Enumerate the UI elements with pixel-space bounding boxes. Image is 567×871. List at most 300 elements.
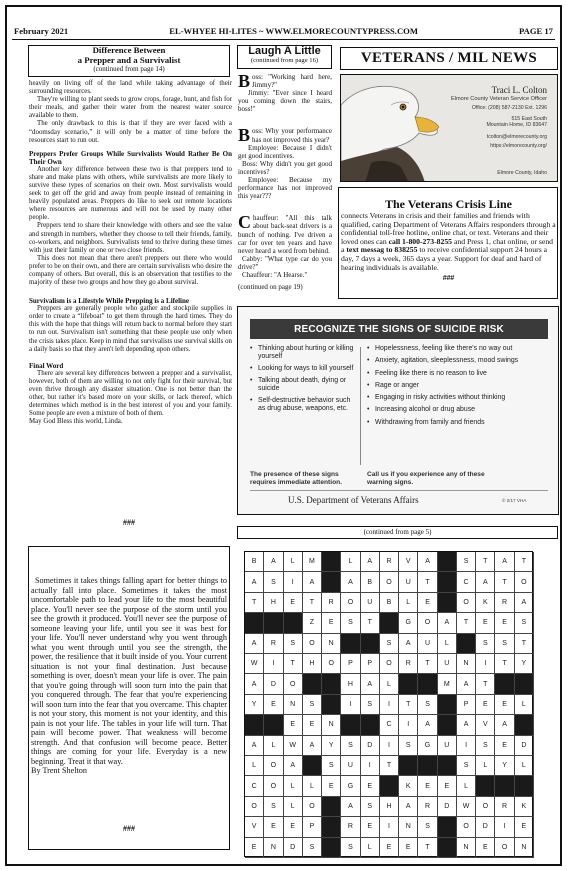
crossword-cell: E [380, 838, 399, 858]
veteran-officer-card [340, 74, 558, 182]
crossword-cell: I [341, 695, 360, 715]
page-number: PAGE 17 [519, 26, 553, 36]
risk-sign: • Rage or anger [367, 382, 553, 390]
quote-end-mark: ### [123, 824, 135, 833]
page-header [12, 26, 555, 40]
crossword-cell: C [245, 776, 264, 796]
crossword-cell: U [361, 593, 380, 613]
crossword-cell: T [515, 552, 534, 572]
crossword-cell: E [264, 695, 283, 715]
crossword-cell: Z [303, 613, 322, 633]
officer-role: Elmore County Veteran Service Officer [451, 96, 547, 102]
prepper-paragraph: There are several key differences between a prepper and a survivalist, however, both of them are willing to not only fight for their survival, but even thrive through any disaster situation. One is not better than the other, but rather it's based more on your skills, or lack thereof, which determines which method is in the best interest of you and your family. Some people are even a mixture of both of them. [29, 369, 232, 418]
laugh-continued: (continued from page 16) [250, 57, 319, 64]
crossword-black-cell [322, 695, 341, 715]
crossword-black-cell [399, 674, 418, 694]
crossword-cell: V [245, 817, 264, 837]
quote-author: By Trent Shelton [31, 766, 87, 775]
crossword-cell: K [515, 797, 534, 817]
risk-sign: • Increasing alcohol or drug abuse [367, 406, 553, 414]
crossword-black-cell [264, 715, 283, 735]
joke-line [238, 125, 332, 146]
crossword-black-cell [341, 715, 360, 735]
crossword-cell: L [341, 552, 360, 572]
crossword-black-cell [322, 797, 341, 817]
crossword-cell: O [341, 593, 360, 613]
crossword-cell: L [399, 593, 418, 613]
crossword-cell: A [245, 634, 264, 654]
prepper-title-line1: Difference Between [92, 45, 166, 55]
crossword-cell: L [476, 756, 495, 776]
crossword-cell: I [380, 817, 399, 837]
crossword-cell: R [264, 634, 283, 654]
crossword-cell: L [380, 674, 399, 694]
joke-line: Employee: Because I didn't get good incentives. [238, 143, 332, 160]
crossword-cell: O [264, 756, 283, 776]
crossword-cell: E [284, 817, 303, 837]
crossword-cell: N [264, 838, 283, 858]
crossword-cell: S [303, 838, 322, 858]
risk-sign: • Engaging in risky activities without thinking [367, 394, 553, 402]
officer-address-line2: Mountain Home, ID 83647 [486, 122, 547, 128]
crossword-black-cell [495, 776, 514, 796]
crisis-body [341, 212, 556, 272]
poster-code: © 2/17 VHA [502, 498, 527, 503]
risk-sign: • Talking about death, dying or suicide [250, 377, 354, 393]
crossword-cell: O [457, 817, 476, 837]
crossword-black-cell [438, 715, 457, 735]
crossword-black-cell [495, 674, 514, 694]
crossword-cell: N [515, 838, 534, 858]
crossword-cell: A [341, 797, 360, 817]
crossword-cell: E [361, 817, 380, 837]
crossword-cell: O [303, 634, 322, 654]
crossword-cell: E [399, 838, 418, 858]
crossword-cell: S [515, 613, 534, 633]
crossword-cell: L [303, 776, 322, 796]
crossword-black-cell [264, 613, 283, 633]
laugh-body [238, 73, 332, 291]
crossword-black-cell [438, 756, 457, 776]
crossword-cell: E [495, 613, 514, 633]
crossword-black-cell [515, 715, 534, 735]
suicide-risk-title: RECOGNIZE THE SIGNS OF SUICIDE RISK [250, 319, 548, 339]
crossword-cell: S [341, 838, 360, 858]
crossword-black-cell [361, 715, 380, 735]
prepper-heading: Survivalism is a Lifestyle While Prepping is a Lifeline [29, 297, 189, 306]
crossword-cell: N [322, 715, 341, 735]
card-footer: Elmore County, Idaho [497, 170, 547, 176]
crossword-cell: T [418, 572, 437, 592]
crossword-cell: E [361, 776, 380, 796]
crossword-black-cell [438, 572, 457, 592]
veterans-heading: VETERANS / MIL NEWS [340, 47, 558, 70]
crossword-cell: S [476, 634, 495, 654]
crossword-black-cell [341, 634, 360, 654]
crossword-cell: T [495, 572, 514, 592]
laugh-title [237, 45, 332, 65]
crossword-cell: N [284, 695, 303, 715]
crossword-cell: A [341, 572, 360, 592]
crossword-cell: S [380, 634, 399, 654]
joke-line: Employee: Because my performance has not improved this year??? [238, 176, 332, 201]
crossword-cell: A [495, 552, 514, 572]
poster-divider [360, 347, 361, 465]
crossword-cell: E [418, 593, 437, 613]
joke-line: Cabby: "What type car do you drive?" [238, 254, 332, 271]
crossword-cell: E [476, 838, 495, 858]
crossword-cell: U [341, 756, 360, 776]
crossword-cell: N [399, 817, 418, 837]
prepper-paragraph: heavily on living off of the land while taking advantage of their surrounding resources. [29, 80, 232, 96]
prepper-continued: (continued from page 14) [93, 65, 165, 74]
crossword-black-cell [438, 695, 457, 715]
paper-name: EL-WHYEE HI-LITES ~ WWW.ELMORECOUNTYPRESS.COM [169, 26, 418, 36]
crossword-cell: U [418, 634, 437, 654]
crossword-cell: A [399, 634, 418, 654]
crossword-cell: E [515, 817, 534, 837]
crossword-black-cell [438, 593, 457, 613]
prepper-paragraph: This does not mean that there aren't preppers out there who would prefer to be on their own, and there are certain survivalists who desire the company of others. But overall, this is an observation that testifies to the majority of these two groups and how they go about survival. [29, 254, 232, 287]
crossword-cell: G [418, 736, 437, 756]
crossword-cell: A [457, 674, 476, 694]
crossword-cell: R [341, 817, 360, 837]
issue-date: February 2021 [14, 26, 69, 36]
crossword-cell: A [361, 674, 380, 694]
crossword-cell: D [284, 838, 303, 858]
crossword-black-cell [418, 674, 437, 694]
crossword-cell: E [264, 817, 283, 837]
risk-sign: • Withdrawing from family and friends [367, 419, 553, 427]
crossword-cell: A [399, 797, 418, 817]
crossword-cell: T [245, 593, 264, 613]
risk-sign: • Feeling like there is no reason to live [367, 370, 553, 378]
crossword-cell: K [476, 593, 495, 613]
crossword-cell: S [284, 634, 303, 654]
crossword-cell: L [515, 756, 534, 776]
crossword-cell: B [361, 572, 380, 592]
crossword-cell: T [361, 613, 380, 633]
crossword-cell: O [322, 654, 341, 674]
crossword-cell: Y [245, 695, 264, 715]
drop-cap: B [238, 125, 251, 146]
crossword-black-cell [380, 776, 399, 796]
prepper-paragraph: The only drawback to this is that if they are ever faced with a “doomsday scenario,” it will only be a matter of time before the resources start to run out. [29, 120, 232, 144]
joke-line: Chauffeur: "A Hearse." [242, 270, 308, 279]
crossword-cell: S [322, 756, 341, 776]
crossword-cell: S [476, 736, 495, 756]
crossword-cell: E [284, 593, 303, 613]
crossword-black-cell [438, 552, 457, 572]
crisis-text: and Press 1, chat online, or send a [341, 236, 554, 255]
risk-sign: • Self-destructive behavior such as drug abuse, weapons, etc. [250, 397, 354, 413]
crossword-cell: O [515, 572, 534, 592]
crossword-cell: W [457, 797, 476, 817]
crossword-cell: T [476, 552, 495, 572]
crossword-black-cell [361, 634, 380, 654]
crossword-cell: H [341, 674, 360, 694]
crossword-cell: L [284, 552, 303, 572]
crossword-cell: E [495, 695, 514, 715]
crossword-cell: A [515, 593, 534, 613]
prepper-paragraph: They're willing to plant seeds to grow crops, forage, hunt, and fish for their meals, and gather their water from the nearest water source available to them. [29, 96, 232, 120]
crossword-cell: W [245, 654, 264, 674]
joke-text: hauffeur: "All this talk about back-seat drivers is a bunch of nothing. I've driven a car for over ten years and have never heard a word from behind. [238, 214, 332, 255]
crossword-black-cell [418, 756, 437, 776]
prepper-end-mark: ### [123, 518, 135, 527]
crossword-cell: E [495, 736, 514, 756]
joke-text: oss: Why your performance has not improved this year? [252, 127, 332, 144]
crossword-cell: T [284, 654, 303, 674]
crossword-cell: O [245, 797, 264, 817]
crossword-cell: N [457, 654, 476, 674]
crossword-cell: L [515, 695, 534, 715]
crossword-cell: U [399, 572, 418, 592]
crossword-cell: C [457, 572, 476, 592]
crossword-cell: S [418, 695, 437, 715]
crossword-cell: O [284, 674, 303, 694]
crisis-phone[interactable]: call 1-800-273-8255 [388, 236, 453, 246]
crossword-cell: R [380, 552, 399, 572]
crossword-cell: C [380, 715, 399, 735]
drop-cap: B [238, 71, 251, 91]
officer-phone: Office: (208) 587-2130 Ext. 1296 [471, 105, 547, 111]
drop-cap: C [238, 212, 251, 233]
crossword-cell: L [438, 634, 457, 654]
crossword-cell: I [361, 756, 380, 776]
joke-line: Jimmy: "Ever since I heard you coming down the stairs, boss!" [238, 89, 332, 114]
crossword-cell: I [380, 736, 399, 756]
prepper-paragraph: Preppers tend to share their knowledge with others and see the value and strength in numbers, whether they choose to tell their friends, family, co-workers, and neighbors. Survivalists tend to thrive during these times with just their family or one or two close friends. [29, 222, 232, 254]
crossword-cell: G [341, 776, 360, 796]
crossword-black-cell [476, 776, 495, 796]
crossword-cell: A [438, 613, 457, 633]
crossword-cell: D [264, 674, 283, 694]
crossword-cell: N [457, 838, 476, 858]
crossword-cell: D [515, 736, 534, 756]
crossword-black-cell [245, 715, 264, 735]
poster-note-right: Call us if you experience any of these warning signs. [367, 471, 485, 486]
crossword-cell: T [418, 838, 437, 858]
crisis-title: The Veterans Crisis Line [384, 197, 512, 211]
crossword-cell: H [264, 593, 283, 613]
joke-line [238, 214, 332, 254]
crossword-cell: E [284, 715, 303, 735]
crossword-cell: R [399, 654, 418, 674]
crossword-cell: V [399, 552, 418, 572]
crossword-black-cell [515, 776, 534, 796]
crossword-black-cell [438, 838, 457, 858]
crossword-cell: E [322, 776, 341, 796]
crossword-cell: M [303, 552, 322, 572]
risk-sign: • Anxiety, agitation, sleeplessness, mood swings [367, 357, 553, 365]
crossword-cell: O [495, 838, 514, 858]
crossword-cell: L [457, 776, 476, 796]
joke-line [238, 73, 332, 89]
crossword-cell: Y [322, 736, 341, 756]
crossword-cell: E [245, 838, 264, 858]
crisis-text-number[interactable]: text messag to 838255 [346, 245, 418, 255]
officer-website[interactable]: https://elmorecounty.org/ [490, 143, 547, 149]
crossword-cell: L [284, 776, 303, 796]
crossword-cell: S [495, 634, 514, 654]
crossword-cell: E [476, 613, 495, 633]
prepper-title [28, 46, 230, 73]
crossword-cell: A [495, 715, 514, 735]
prepper-signoff: May God Bless this world, Linda. [29, 418, 123, 426]
prepper-heading: Final Word [29, 361, 64, 370]
crossword-cell: S [418, 817, 437, 837]
crossword-cell: S [399, 736, 418, 756]
crossword-black-cell [322, 572, 341, 592]
crossword-cell: I [284, 572, 303, 592]
poster-note-left: The presence of these signs requires immediate attention. [250, 471, 342, 486]
joke-line: Boss: Why didn't you get good incentives? [238, 159, 332, 176]
crossword-cell: A [418, 715, 437, 735]
crossword-cell: A [284, 756, 303, 776]
suicide-risk-poster [237, 306, 559, 515]
crossword-cell: H [303, 654, 322, 674]
crossword-cell: L [284, 797, 303, 817]
crossword-cell: T [495, 654, 514, 674]
officer-address-line1: 515 East South [511, 116, 547, 122]
crossword-black-cell [322, 674, 341, 694]
crossword-cell: A [245, 736, 264, 756]
crossword-cell: M [438, 674, 457, 694]
crossword-cell: B [245, 552, 264, 572]
crossword-cell: S [341, 613, 360, 633]
suicide-risk-right-list [367, 345, 553, 431]
crossword-cell: P [361, 654, 380, 674]
prepper-heading: Preppers Prefer Groups While Survivalists Would Rather Be On Their Own [29, 149, 232, 166]
crossword-black-cell [303, 674, 322, 694]
crossword-solution-grid [244, 551, 533, 857]
crossword-cell: D [476, 817, 495, 837]
crossword-cell: A [245, 572, 264, 592]
prepper-body [29, 80, 232, 426]
officer-email[interactable]: tcolton@elmorecounty.org [486, 134, 547, 140]
crossword-cell: O [380, 654, 399, 674]
crossword-cell: S [361, 797, 380, 817]
crossword-cell: I [399, 715, 418, 735]
risk-sign: • Looking for ways to kill yourself [250, 365, 354, 373]
crossword-cell: O [418, 613, 437, 633]
crossword-black-cell [457, 634, 476, 654]
crossword-cell: G [399, 613, 418, 633]
crossword-black-cell [322, 552, 341, 572]
prepper-paragraph: Another key difference between these two is that preppers tend to share and make plans with others, while survivalists are more likely to survive these types of scenarios on their own. Most survivalists would seek to get off the grid and away from people instead of remaining in heavily populated areas. Preppers do like to seek out remote locations where resources are numerous and will not be used by many other people. [29, 165, 232, 222]
crossword-cell: I [264, 654, 283, 674]
crossword-black-cell [438, 817, 457, 837]
risk-sign: • Thinking about hurting or killing yourself [250, 345, 354, 361]
crossword-cell: I [457, 736, 476, 756]
crossword-cell: I [380, 695, 399, 715]
crossword-cell: A [245, 674, 264, 694]
crossword-cell: N [322, 634, 341, 654]
crossword-black-cell [303, 756, 322, 776]
crossword-cell: O [264, 776, 283, 796]
crossword-black-cell [322, 838, 341, 858]
crossword-cell: O [303, 797, 322, 817]
crossword-cell: A [418, 552, 437, 572]
crossword-black-cell [399, 756, 418, 776]
crossword-cell: T [399, 695, 418, 715]
crisis-line [341, 198, 556, 284]
quote-body [31, 576, 227, 776]
crossword-black-cell [380, 613, 399, 633]
crossword-cell: K [399, 776, 418, 796]
puzzle-continued: (continued from page 5) [363, 528, 432, 536]
crossword-cell: R [495, 593, 514, 613]
crossword-black-cell [322, 817, 341, 837]
crossword-cell: E [418, 776, 437, 796]
crossword-black-cell [245, 613, 264, 633]
crossword-cell: I [476, 654, 495, 674]
crossword-cell: O [457, 593, 476, 613]
crossword-cell: A [361, 552, 380, 572]
crossword-cell: T [418, 654, 437, 674]
crossword-cell: E [322, 613, 341, 633]
crossword-cell: S [264, 797, 283, 817]
crossword-cell: S [303, 695, 322, 715]
crossword-cell: O [380, 572, 399, 592]
crisis-end-mark: ### [442, 273, 455, 283]
crossword-black-cell [284, 613, 303, 633]
crossword-cell: D [438, 797, 457, 817]
crossword-cell: T [457, 613, 476, 633]
crossword-cell: L [245, 756, 264, 776]
crossword-cell: P [303, 817, 322, 837]
risk-sign: • Hopelessness, feeling like there's no way out [367, 345, 553, 353]
crossword-cell: L [361, 838, 380, 858]
crossword-cell: P [341, 654, 360, 674]
crossword-black-cell [515, 674, 534, 694]
crossword-cell: D [361, 736, 380, 756]
crossword-cell: U [438, 736, 457, 756]
crossword-cell: L [264, 736, 283, 756]
crossword-cell: Y [495, 756, 514, 776]
prepper-paragraph: Preppers are generally people who gather and stockpile supplies in order to create a “lifeboat” to get them through the hard times. They do this with the hope that things will return back to normal before they start to run out. Survivalism isn't something that these people use only when the crisis takes place. Keep in mind that survivalists use survival skills on a daily basis so that they aren't left depending upon others. [29, 305, 232, 353]
crossword-cell: R [495, 797, 514, 817]
quote-text: Sometimes it takes things falling apart for better things to actually fall into place. Sometimes it takes the most uncomfortable path to lead your life to the most beautiful place. You'll never see the purpose of the storm until you see the growth it produced. You'll never see the purpose of someone leaving your life, until you see it was best for your life. You'll never understand why you went through what you went through until you see the strength, the power, the resilience that it built inside of you. Your current situation is not your final destination. Just because something is over, doesn't mean your life is over. The pain that you're going through will soon turn into the pain that you conquered through. The fear that you're experiencing will soon turn into the fear that you overcame. This chapter is not your story, this moment is not your identity, and this pain is not your life. The tables in your life will turn. That pain will become power. That weakness will become strength. And that confusion will become peace. Better things are coming for your life. Everyday is a new beginning. Treat it that way. [31, 576, 227, 766]
crossword-cell: E [476, 695, 495, 715]
va-agency: U.S. Department of Veterans Affairs [288, 495, 419, 505]
joke-text: oss: "Working hard here, Jimmy?" [252, 73, 332, 90]
crossword-cell: S [457, 552, 476, 572]
crossword-cell: U [438, 654, 457, 674]
crossword-cell: R [418, 797, 437, 817]
crossword-cell: T [380, 756, 399, 776]
crossword-cell: A [457, 715, 476, 735]
crossword-cell: T [515, 634, 534, 654]
crossword-cell: B [380, 593, 399, 613]
laugh-heading: Laugh A Little [248, 45, 321, 57]
crossword-cell: R [322, 593, 341, 613]
officer-name: Traci L. Colton [491, 85, 547, 95]
prepper-title-line2: a Prepper and a Survivalist [77, 54, 181, 65]
crossword-cell: Y [515, 654, 534, 674]
crisis-text: connects Veterans in crisis and their families and friends with qualified, caring Department of Veterans Affairs responders through a confidential toll-free hotline, online chat, or text. Veterans and their loved ones can [341, 211, 556, 246]
crossword-cell: S [341, 736, 360, 756]
crossword-cell: A [264, 552, 283, 572]
crossword-cell: E [303, 715, 322, 735]
crossword-cell: A [476, 572, 495, 592]
crossword-cell: W [284, 736, 303, 756]
crossword-cell: I [495, 817, 514, 837]
crossword-cell: S [361, 695, 380, 715]
crossword-cell: V [476, 715, 495, 735]
crossword-cell: O [476, 797, 495, 817]
